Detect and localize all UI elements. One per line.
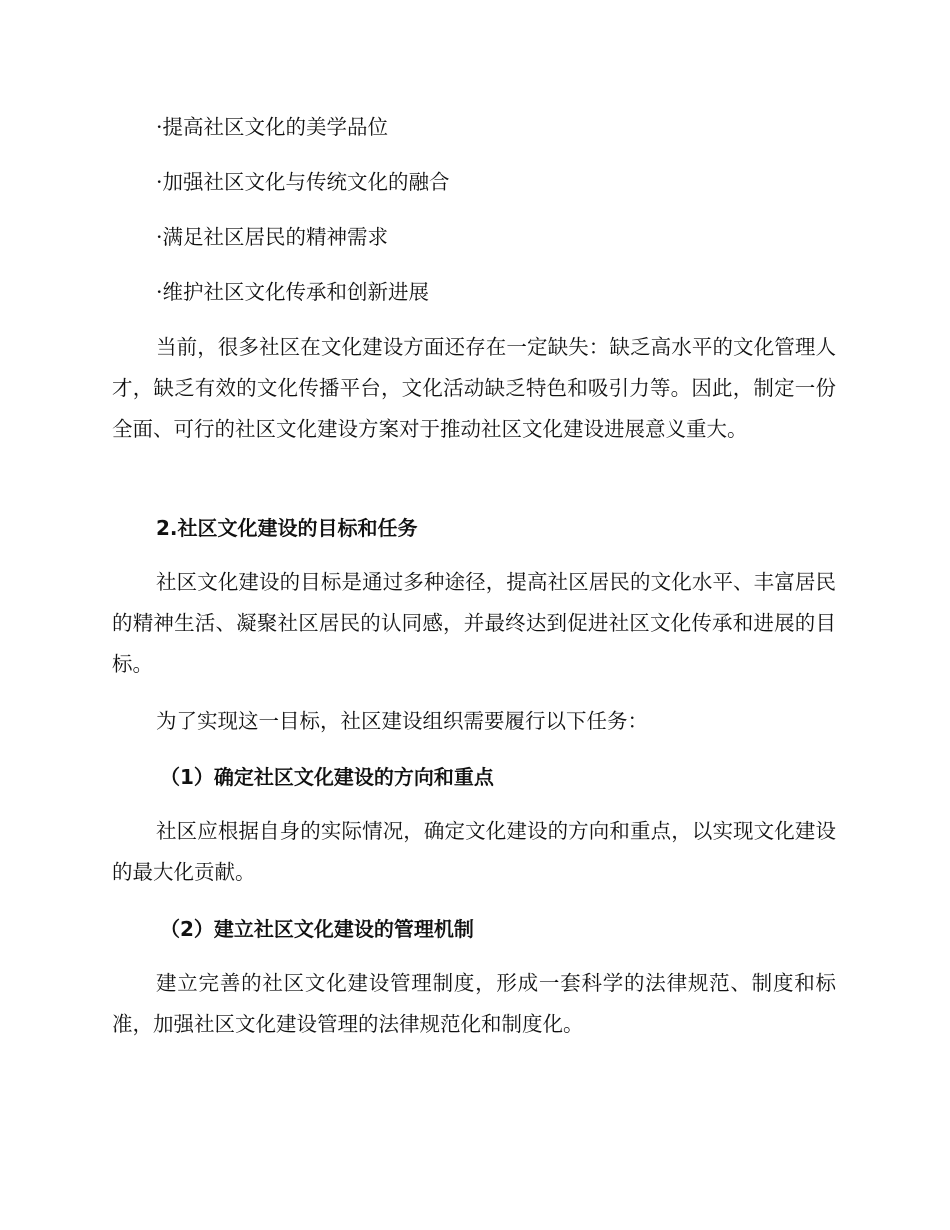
subsection-heading: （1）确定社区文化建设的方向和重点 [160,765,494,789]
paragraph-direction: 社区应根据自身的实际情况，确定文化建设的方向和重点，以实现文化建设的最大化贡献。 [112,819,836,884]
subsection-heading: （2）建立社区文化建设的管理机制 [160,917,474,941]
paragraph-current-situation: 当前，很多社区在文化建设方面还存在一定缺失：缺乏高水平的文化管理人才，缺乏有效的文化传播平台，文化活动缺乏特色和吸引力等。因此，制定一份全面、可行的社区文化建设方案对于推动社区文化建设进展意义重大。 [112,335,836,441]
bullet-item: ·满足社区居民的精神需求 [156,225,389,249]
paragraph-management: 建立完善的社区文化建设管理制度，形成一套科学的法律规范、制度和标准，加强社区文化建设管理的法律规范化和制度化。 [112,971,836,1036]
paragraph-tasks-intro: 为了实现这一目标，社区建设组织需要履行以下任务： [156,709,648,733]
bullet-item: ·加强社区文化与传统文化的融合 [156,170,450,194]
section-heading: 2.社区文化建设的目标和任务 [156,516,418,540]
bullet-item: ·提高社区文化的美学品位 [156,115,389,139]
paragraph-goal: 社区文化建设的目标是通过多种途径，提高社区居民的文化水平、丰富居民的精神生活、凝聚社区居民的认同感，并最终达到促进社区文化传承和进展的目标。 [112,570,836,676]
bullet-item: ·维护社区文化传承和创新进展 [156,280,430,304]
